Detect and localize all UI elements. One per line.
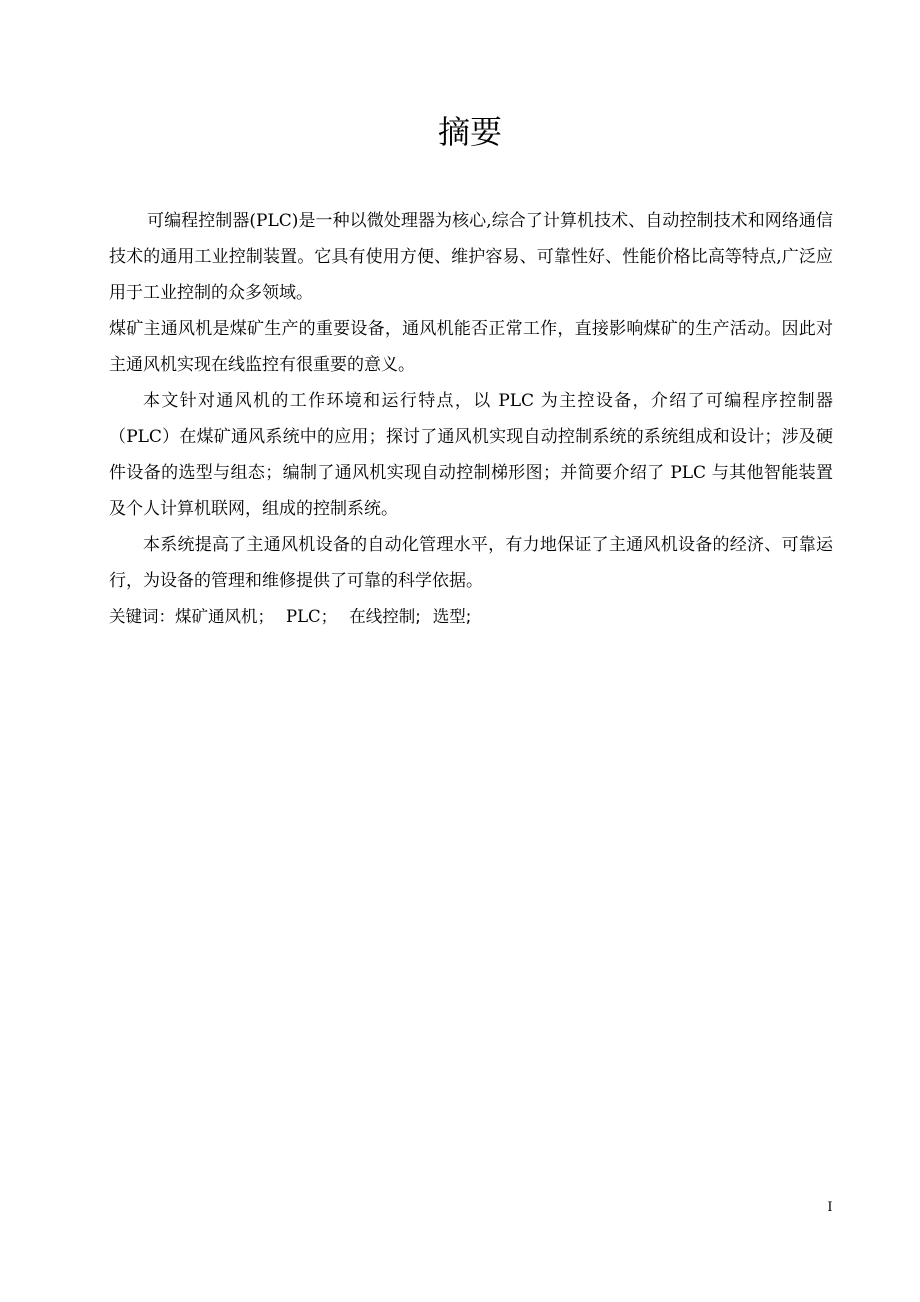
- paragraph-plc-intro: 可编程控制器(PLC)是一种以微处理器为核心,综合了计算机技术、自动控制技术和网络通信技术的通用工业控制装置。它具有使用方便、维护容易、可靠性好、性能价格比高等特点,广泛应用于工业控制的众多领域。: [109, 211, 833, 303]
- paragraph-fan-importance: 煤矿主通风机是煤矿生产的重要设备，通风机能否正常工作，直接影响煤矿的生产活动。因此对主通风机实现在线监控有很重要的意义。: [109, 319, 833, 375]
- keyword-item: 煤矿通风机；: [175, 607, 274, 626]
- keyword-item: PLC；: [286, 607, 338, 626]
- keyword-item: 在线控制;: [349, 607, 421, 626]
- paragraph-paper-content: 本文针对通风机的工作环境和运行特点，以 PLC 为主控设备，介绍了可编程序控制器（PLC）在煤矿通风系统中的应用；探讨了通风机实现自动控制系统的系统组成和设计；涉及硬件设备的选型与组态；编制了通风机实现自动控制梯形图；并简要介绍了 PLC 与其他智能装置及个人计算机联网，组成的控制系统。: [109, 391, 833, 519]
- abstract-body: [109, 203, 833, 635]
- keywords-line: [109, 599, 833, 635]
- paragraph-system-benefit: 本系统提高了主通风机设备的自动化管理水平，有力地保证了主通风机设备的经济、可靠运行，为设备的管理和维修提供了可靠的科学依据。: [109, 535, 833, 591]
- page-number: I: [827, 1200, 833, 1215]
- page-title: 摘要: [437, 113, 502, 151]
- keyword-item: 选型;: [432, 607, 472, 626]
- keywords-label: 关键词：: [109, 607, 175, 626]
